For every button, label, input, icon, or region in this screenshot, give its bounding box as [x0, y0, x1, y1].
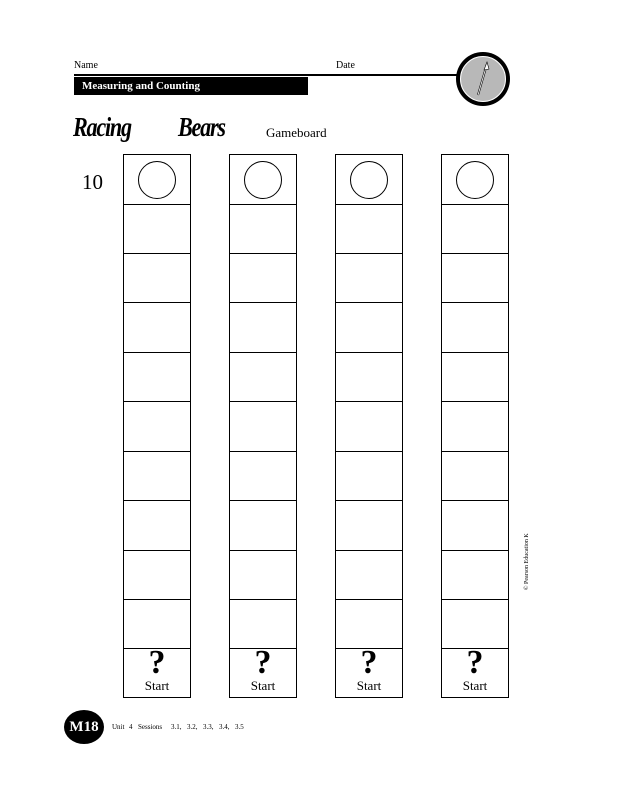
board-cell: [124, 551, 190, 600]
board-cell: [230, 501, 296, 551]
board-cell: [124, 353, 190, 402]
start-label: Start: [144, 678, 170, 693]
title-racing: Racing: [73, 112, 131, 142]
finish-cell: [230, 155, 296, 205]
finish-cell: [442, 155, 508, 205]
circle-icon: [350, 161, 388, 199]
board-cell: [124, 501, 190, 551]
board-cell: [336, 353, 402, 402]
board-cell: [336, 205, 402, 254]
board-cell: [336, 551, 402, 600]
board-cell: [124, 254, 190, 303]
start-label: Start: [356, 678, 382, 693]
board-cell: [442, 254, 508, 303]
board-cell: [442, 402, 508, 452]
board-cell: [230, 303, 296, 353]
page-badge: M18: [64, 710, 104, 744]
board-cell: [442, 303, 508, 353]
board-cell: [230, 402, 296, 452]
session-item: 3.5: [235, 723, 244, 731]
question-mark: ?: [148, 644, 166, 681]
board-cell: [442, 501, 508, 551]
board-cell: [124, 452, 190, 501]
session-item: 3.2,: [187, 723, 198, 731]
gameboard-subtitle: Gameboard: [266, 125, 327, 140]
question-mark: ?: [360, 644, 378, 681]
circle-icon: [244, 161, 282, 199]
header-rule: [74, 74, 464, 76]
start-cell: [442, 644, 508, 697]
start-cell: [230, 644, 296, 697]
board-cell: [124, 205, 190, 254]
top-number: 10: [82, 170, 103, 194]
session-item: 3.3,: [203, 723, 214, 731]
board-cell: [336, 254, 402, 303]
board-cell: [230, 353, 296, 402]
finish-cell: [124, 155, 190, 205]
finish-cell: [336, 155, 402, 205]
section-title: Measuring and Counting: [74, 77, 308, 95]
session-item: 3.4,: [219, 723, 230, 731]
board-cell: [336, 402, 402, 452]
board-cell: [124, 303, 190, 353]
board-cell: [336, 452, 402, 501]
board-cell: [230, 600, 296, 649]
copyright-note: © Pearson Education K: [524, 533, 530, 590]
question-mark: ?: [254, 644, 272, 681]
date-label: Date: [336, 60, 355, 71]
start-label: Start: [462, 678, 488, 693]
board-column: [229, 154, 297, 698]
board-cell: [442, 452, 508, 501]
start-label: Start: [250, 678, 276, 693]
board-cell: [124, 600, 190, 649]
question-mark: ?: [466, 644, 484, 681]
clock-icon: [456, 52, 510, 106]
title-bears: Bears: [178, 112, 225, 142]
board-cell: [230, 551, 296, 600]
board-column: [441, 154, 509, 698]
board-cell: [230, 205, 296, 254]
start-cell: [336, 644, 402, 697]
unit-number: 4: [129, 723, 133, 731]
board-cell: [336, 600, 402, 649]
board-cell: [124, 402, 190, 452]
sessions-label: Sessions: [138, 723, 163, 731]
session-item: 3.1,: [171, 723, 182, 731]
board-cell: [442, 551, 508, 600]
start-cell: [124, 644, 190, 697]
unit-label: Unit: [112, 723, 125, 731]
board-column: [123, 154, 191, 698]
board-cell: [442, 353, 508, 402]
name-label: Name: [74, 60, 98, 71]
circle-icon: [138, 161, 176, 199]
board-cell: [230, 452, 296, 501]
board-cell: [336, 501, 402, 551]
board-cell: [442, 600, 508, 649]
board-cell: [336, 303, 402, 353]
board-column: [335, 154, 403, 698]
board-cell: [442, 205, 508, 254]
board-cell: [230, 254, 296, 303]
circle-icon: [456, 161, 494, 199]
